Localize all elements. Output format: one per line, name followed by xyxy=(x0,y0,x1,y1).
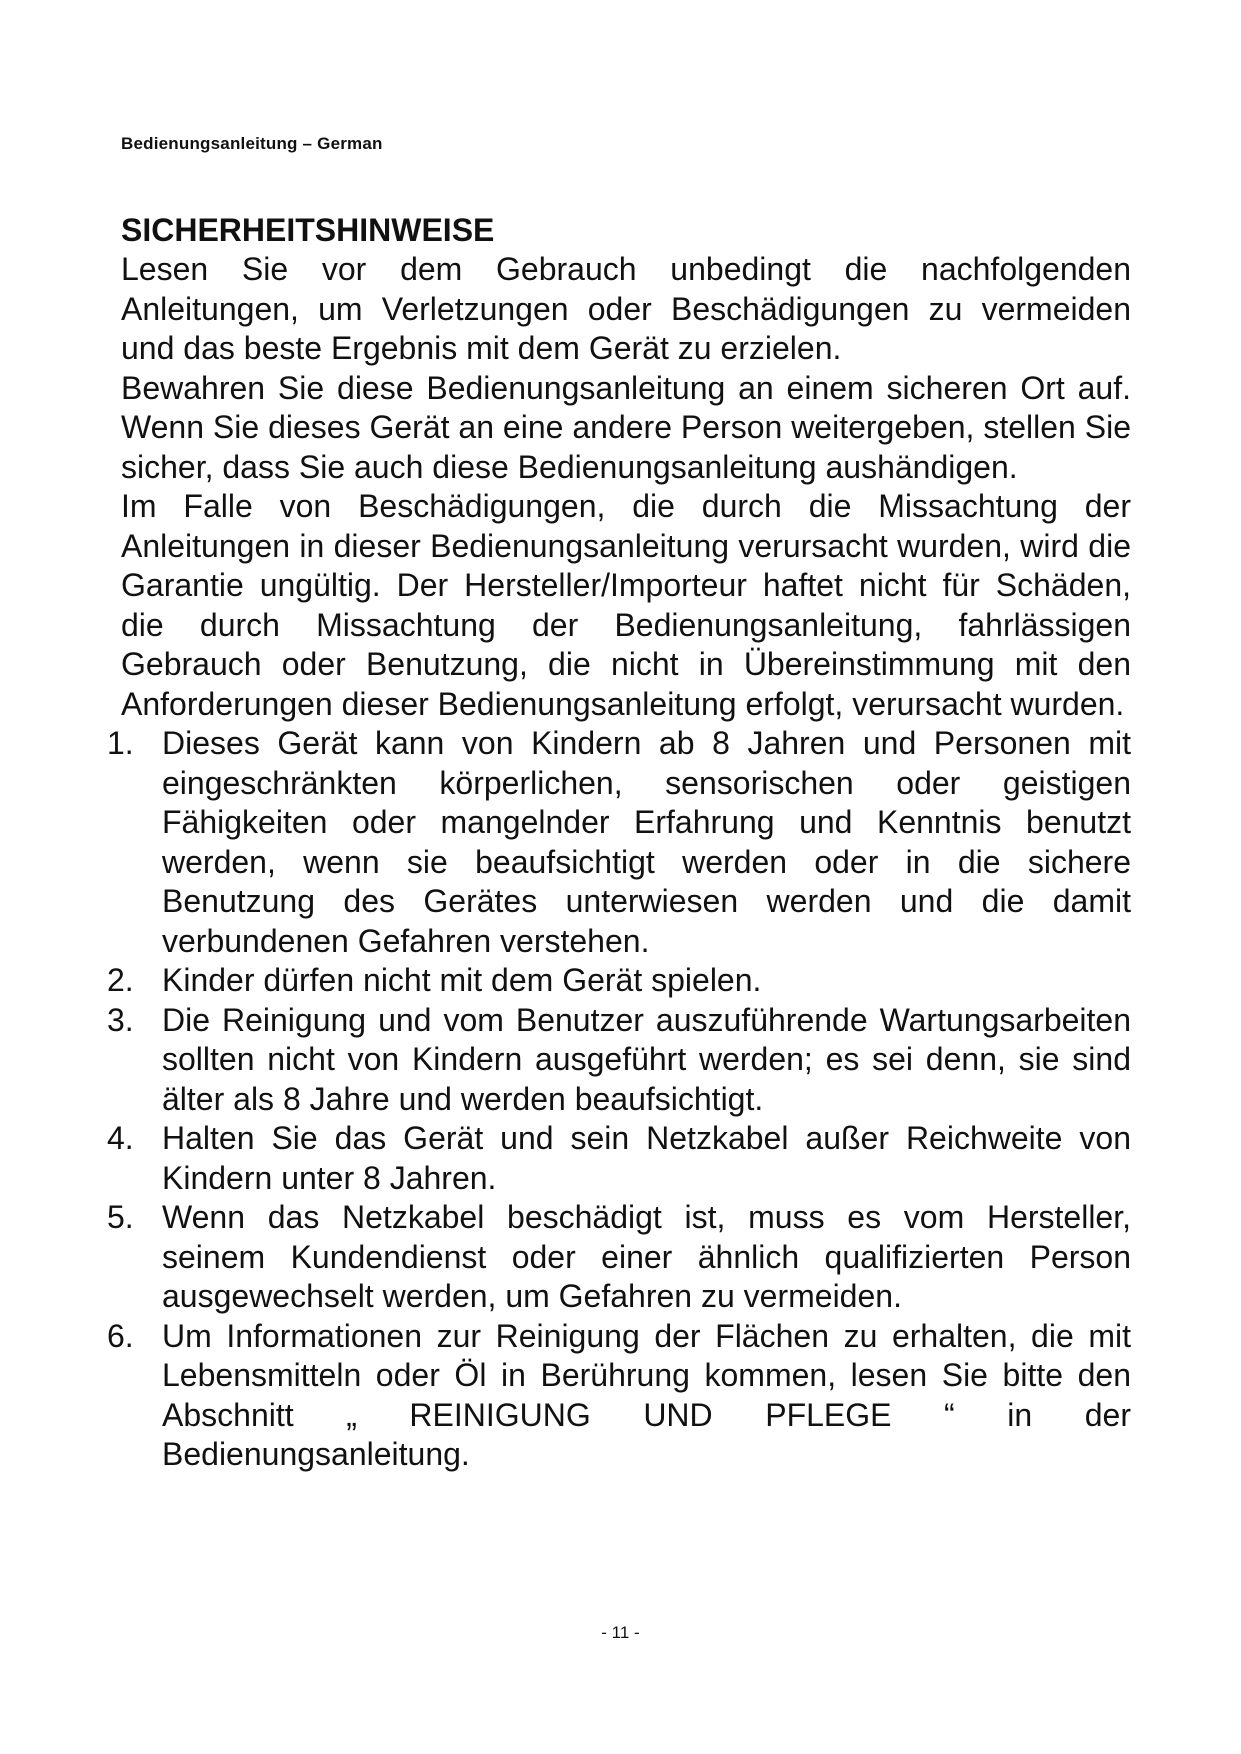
list-item xyxy=(107,1119,1131,1198)
intro-paragraph-1: Lesen Sie vor dem Gebrauch unbedingt die nachfolgenden Anleitungen, um Verletzungen oder Beschädigungen zu vermeiden und das beste Ergebnis mit dem Gerät zu erzielen. xyxy=(121,251,1131,366)
list-item-number: 6. xyxy=(107,1317,134,1354)
list-item-number: 5. xyxy=(107,1199,134,1235)
list-item-text: Die Reinigung und vom Benutzer auszuführende Wartungsarbeiten sollten nicht von Kindern ausgeführt werden; es sei denn, sie sind älter als 8 Jahre und werden beaufsichtigt. xyxy=(162,1001,1131,1117)
section-title: SICHERHEITSHINWEISE xyxy=(121,212,495,248)
list-item xyxy=(107,1317,1131,1475)
intro-paragraph-3: Im Falle von Beschädigungen, die durch die Missachtung der Anleitungen in dieser Bedienungsanleitung verursacht wurden, wird die Garantie ungültig. Der Hersteller/Importeur haftet nicht für Schäden, die durch Missachtung der Bedienungsanleitung, fahrlässigen Gebrauch oder Benutzung, die nicht in Übereinstimmung mit den Anforderungen dieser Bedienungsanleitung erfolgt, verursacht wurden. xyxy=(121,488,1131,722)
list-item-text: Halten Sie das Gerät und sein Netzkabel außer Reichweite von Kindern unter 8 Jahren. xyxy=(162,1120,1131,1196)
list-item xyxy=(107,724,1131,961)
list-item-number: 4. xyxy=(107,1120,134,1156)
list-item xyxy=(107,961,1131,1001)
document-header: Bedienungsanleitung – German xyxy=(121,134,383,153)
list-item-number: 1. xyxy=(107,725,134,761)
list-item-text: Um Informationen zur Reinigung der Flächen zu erhalten, die mit Lebensmitteln oder Öl in Berührung kommen, lesen Sie bitte den Abschnitt „ REINIGUNG UND PFLEGE “ in der Bedienungsanleitung. xyxy=(162,1317,1131,1472)
list-item-number: 2. xyxy=(107,962,134,998)
safety-list xyxy=(107,724,1131,1475)
list-item xyxy=(107,1198,1131,1317)
page-number: - 11 - xyxy=(601,1623,640,1642)
safety-section xyxy=(107,210,1131,1475)
list-item-text: Kinder dürfen nicht mit dem Gerät spielen. xyxy=(162,962,762,998)
list-item xyxy=(107,1001,1131,1120)
intro-paragraph-2: Bewahren Sie diese Bedienungsanleitung an einem sicheren Ort auf. Wenn Sie dieses Gerät an eine andere Person weitergeben, stellen Sie sicher, dass Sie auch diese Bedienungsanleitung aushändigen. xyxy=(121,369,1131,485)
list-item-number: 3. xyxy=(107,1001,134,1038)
list-item-text: Wenn das Netzkabel beschädigt ist, muss es vom Hersteller, seinem Kundendienst oder einer ähnlich qualifizierten Person ausgewechselt werden, um Gefahren zu vermeiden. xyxy=(162,1199,1131,1314)
list-item-text: Dieses Gerät kann von Kindern ab 8 Jahren und Personen mit eingeschränkten körperlichen, sensorischen oder geistigen Fähigkeiten oder mangelnder Erfahrung und Kenntnis benutzt werden, wenn sie beaufsichtigt werden oder in die sichere Benutzung des Gerätes unterwiesen werden und die damit verbundenen Gefahren verstehen. xyxy=(162,725,1131,959)
